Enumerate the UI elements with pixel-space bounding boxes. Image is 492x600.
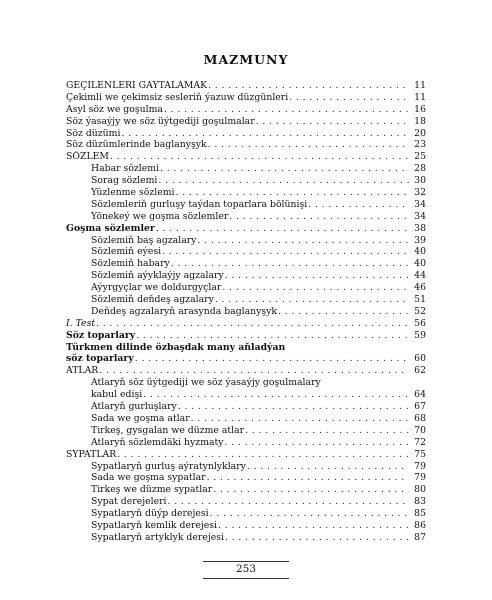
toc-leader-dots xyxy=(175,187,409,199)
toc-entry-title: Söz düzümlerinde baglanyşyk xyxy=(66,139,207,151)
toc-leader-dots xyxy=(208,139,409,151)
toc-entry-page: 52 xyxy=(414,305,426,317)
toc-leader-dots xyxy=(213,484,409,496)
toc-entry xyxy=(66,365,426,377)
toc-leader-dots xyxy=(136,330,409,342)
toc-entry xyxy=(66,472,426,484)
toc-entry-page: 11 xyxy=(414,91,426,103)
toc-entry-title: SYPATLAR xyxy=(66,448,117,460)
toc-entry-title: Tirkeş we düzme sypatlar xyxy=(91,484,213,496)
page-number: 253 xyxy=(235,563,257,575)
toc-entry-title: SÖZLEM xyxy=(66,151,109,163)
toc-entry xyxy=(66,211,426,223)
toc-entry-title: Söz toparlary xyxy=(66,329,136,341)
toc-leader-dots xyxy=(171,258,409,270)
toc-leader-dots xyxy=(167,496,409,508)
toc-entry-page: 40 xyxy=(414,258,426,270)
toc-entry-page: 67 xyxy=(414,401,426,413)
toc-entry xyxy=(66,330,426,342)
toc-leader-dots xyxy=(197,235,409,247)
page-number-rule-top xyxy=(203,561,289,562)
toc-entry-page: 80 xyxy=(414,484,426,496)
toc-entry-page: 32 xyxy=(414,187,426,199)
toc-entry xyxy=(66,104,426,116)
toc-entry xyxy=(66,520,426,532)
toc-leader-dots xyxy=(208,80,409,92)
toc-leader-dots xyxy=(247,461,409,473)
toc-entry xyxy=(66,258,426,270)
page-number-rule-bottom xyxy=(203,578,289,579)
toc-entry xyxy=(66,151,426,163)
toc-entry xyxy=(66,270,426,282)
toc-entry-title: Aýyrgyçlar we doldurgyçlar xyxy=(91,282,222,294)
toc-entry-page: 40 xyxy=(414,246,426,258)
toc-entry-title: Atlaryň gurluşlary xyxy=(91,401,177,413)
toc-entry-page: 30 xyxy=(414,175,426,187)
toc-leader-dots xyxy=(160,163,409,175)
toc-entry-title: Goşma sözlemler xyxy=(66,222,155,234)
toc-entry-page: 28 xyxy=(414,163,426,175)
toc-entry xyxy=(66,496,426,508)
toc-leader-dots xyxy=(96,318,409,330)
toc-entry xyxy=(66,199,426,211)
toc-entry xyxy=(66,175,426,187)
toc-entry-title: Ýüzlenme sözlemi xyxy=(91,187,175,199)
toc-entry-page: 75 xyxy=(414,448,426,460)
toc-entry-page: 18 xyxy=(414,115,426,127)
toc-entry-title: Söz düzümi xyxy=(66,127,121,139)
toc-leader-dots xyxy=(229,211,409,223)
toc-entry-title: Atlaryň sözlemdäki hyzmaty xyxy=(91,436,224,448)
toc-entry xyxy=(66,235,426,247)
toc-entry-page: 72 xyxy=(414,436,426,448)
toc-entry-page: 34 xyxy=(414,198,426,210)
toc-entry-page: 87 xyxy=(414,531,426,543)
toc-leader-dots xyxy=(156,223,409,235)
toc-entry-page: 34 xyxy=(414,210,426,222)
toc-leader-dots xyxy=(164,104,409,116)
toc-leader-dots xyxy=(158,175,409,187)
toc-entry xyxy=(66,532,426,544)
toc-leader-dots xyxy=(289,92,409,104)
toc-entry xyxy=(66,377,426,389)
toc-entry-title: Deňdeş agzalaryň arasynda baglanyşyk xyxy=(91,305,278,317)
toc-entry-title: kabul edişi xyxy=(91,389,143,401)
toc-leader-dots xyxy=(110,151,409,163)
toc-entry-title: Sözlemiň baş agzalary xyxy=(91,234,197,246)
toc-leader-dots xyxy=(178,401,409,413)
toc-entry xyxy=(66,318,426,330)
toc-entry-page: 70 xyxy=(414,424,426,436)
toc-entry xyxy=(66,389,426,401)
toc-entry-title: Sypatlaryň gurluş aýratynlyklary xyxy=(91,460,246,472)
toc-entry xyxy=(66,401,426,413)
toc-entry xyxy=(66,425,426,437)
toc-entry-title: Asyl söz we goşulma xyxy=(66,103,163,115)
toc-entry-title: Sözlemiň habary xyxy=(91,258,170,270)
toc-leader-dots xyxy=(225,532,409,544)
toc-entry-page: 62 xyxy=(414,365,426,377)
page-title: MAZMUNY xyxy=(203,52,289,67)
toc-entry-title: Sözlemiň eýesi xyxy=(91,246,162,258)
toc-entry-page: 16 xyxy=(414,103,426,115)
toc-entry-page: 86 xyxy=(414,519,426,531)
toc-entry xyxy=(66,342,426,354)
toc-entry-title: söz toparlary xyxy=(66,353,134,365)
toc-entry xyxy=(66,413,426,425)
toc-entry xyxy=(66,187,426,199)
toc-leader-dots xyxy=(245,425,409,437)
toc-entry-page: 59 xyxy=(414,329,426,341)
toc-entry xyxy=(66,484,426,496)
toc-entry-title: Sypatlaryň kemlik derejesi xyxy=(91,519,218,531)
toc-entry xyxy=(66,282,426,294)
toc-entry xyxy=(66,163,426,175)
toc-entry xyxy=(66,246,426,258)
toc-entry-page: 56 xyxy=(414,317,426,329)
toc-leader-dots xyxy=(207,472,409,484)
toc-leader-dots xyxy=(225,437,409,449)
toc-entry-page: 44 xyxy=(414,270,426,282)
toc-entry xyxy=(66,128,426,140)
toc-entry-title: Sorag sözlemi xyxy=(91,175,158,187)
toc-entry-page: 79 xyxy=(414,472,426,484)
toc-entry-title: Sada we goşma atlar xyxy=(91,412,190,424)
toc-entry-page: 68 xyxy=(414,412,426,424)
toc-entry-page: 51 xyxy=(414,294,426,306)
toc-entry-title: Sypatlaryň düýp derejesi xyxy=(91,508,209,520)
toc-entry-title: Sypatlaryň artyklyk derejesi xyxy=(91,531,224,543)
toc-entry-title: Sada we goşma sypatlar xyxy=(91,472,206,484)
toc-leader-dots xyxy=(218,520,409,532)
toc-leader-dots xyxy=(225,270,409,282)
toc-leader-dots xyxy=(256,116,409,128)
toc-entry-title: Atlaryň söz üýtgediji we söz ýasaýjy goşulmalary xyxy=(91,377,321,389)
toc-entry-title: I. Test xyxy=(66,317,96,329)
toc-entry-page: 38 xyxy=(414,222,426,234)
toc-entry-title: Ýönekeý we goşma sözlemler xyxy=(91,210,229,222)
toc-leader-dots xyxy=(191,413,409,425)
toc-entry-title: Sözlemiň aýyklaýjy agzalary xyxy=(91,270,224,282)
toc-entry-page: 83 xyxy=(414,496,426,508)
toc-entry-title: Tirkeş, gysgalan we düzme atlar xyxy=(91,424,245,436)
toc-leader-dots xyxy=(222,282,409,294)
table-of-contents xyxy=(66,80,426,544)
toc-entry xyxy=(66,306,426,318)
toc-leader-dots xyxy=(121,128,409,140)
toc-entry-page: 23 xyxy=(414,139,426,151)
toc-leader-dots xyxy=(143,389,409,401)
toc-entry xyxy=(66,116,426,128)
toc-leader-dots xyxy=(99,365,409,377)
toc-entry-page: 46 xyxy=(414,282,426,294)
toc-entry xyxy=(66,92,426,104)
toc-entry xyxy=(66,353,426,365)
toc-entry-page: 20 xyxy=(414,127,426,139)
toc-entry xyxy=(66,223,426,235)
toc-entry-page: 79 xyxy=(414,460,426,472)
toc-leader-dots xyxy=(210,508,409,520)
toc-entry-title: GEÇILENLERI GAÝTALAMAK xyxy=(66,80,208,91)
toc-entry-page: 25 xyxy=(414,151,426,163)
toc-entry-page: 11 xyxy=(414,80,426,91)
toc-leader-dots xyxy=(215,294,409,306)
toc-entry-title: ATLAR xyxy=(66,365,99,377)
toc-entry-page: 64 xyxy=(414,389,426,401)
toc-leader-dots xyxy=(135,353,409,365)
toc-entry-title: Sözlemleriň gurluşy taýdan toparlara bölünişi xyxy=(91,198,308,210)
toc-entry xyxy=(66,139,426,151)
toc-entry-title: Çekimli we çekimsiz sesleriň ýazuw düzgünleri xyxy=(66,91,289,103)
toc-entry-title: Söz ýasaýjy we söz üýtgediji goşulmalar xyxy=(66,115,255,127)
toc-entry-title: Türkmen dilinde özbaşdak many aňladýan xyxy=(66,341,286,353)
toc-entry-title: Sözlemiň deňdeş agzalary xyxy=(91,294,214,306)
toc-entry-page: 39 xyxy=(414,234,426,246)
toc-entry xyxy=(66,437,426,449)
toc-entry-page: 85 xyxy=(414,508,426,520)
toc-leader-dots xyxy=(308,199,409,211)
toc-entry-title: Habar sözlemi xyxy=(91,163,160,175)
toc-leader-dots xyxy=(278,306,409,318)
toc-entry-title: Sypat derejeleri xyxy=(91,496,167,508)
toc-entry xyxy=(66,461,426,473)
toc-entry xyxy=(66,449,426,461)
toc-leader-dots xyxy=(162,246,409,258)
toc-entry-page: 60 xyxy=(414,353,426,365)
toc-leader-dots xyxy=(117,449,409,461)
toc-entry xyxy=(66,294,426,306)
toc-entry xyxy=(66,508,426,520)
toc-entry xyxy=(66,80,426,92)
